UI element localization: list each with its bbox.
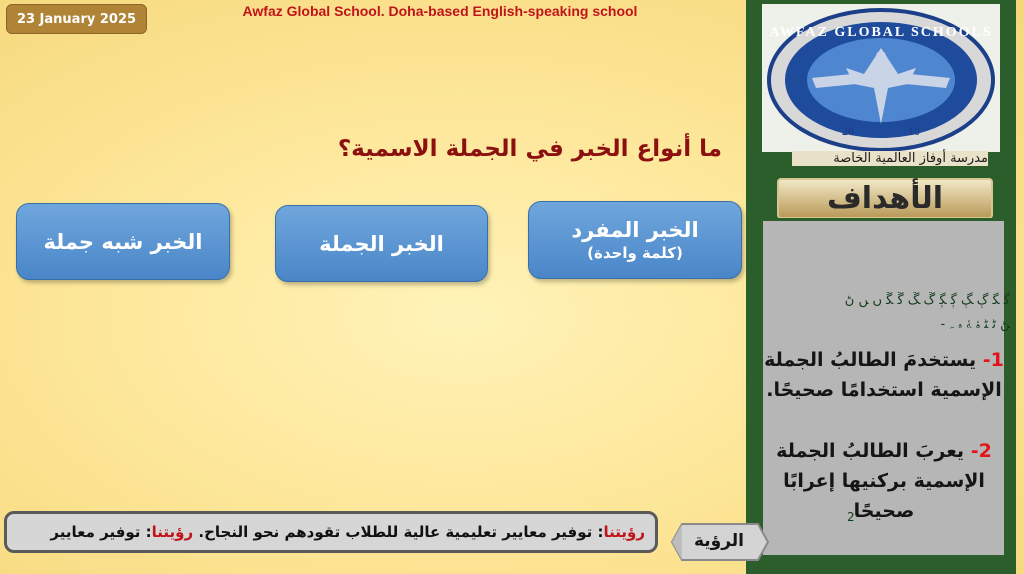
vision-text-repeat: : توفير معايير [50, 523, 152, 541]
school-name-arabic: مدرسة أوفاز العالمية الخاصة [792, 151, 988, 166]
vision-label: رؤيتنا [603, 523, 645, 541]
school-header: Awfaz Global School. Doha-based English-speaking school [242, 3, 638, 19]
garbled-line: ﮡ ﮢ ﮣ ﮤ ﮥ ﮦ ﮧ - [940, 317, 1010, 332]
goal-number: 2- [970, 440, 992, 462]
logo-ring-text: AWFAZ GLOBAL SCHOOLS [769, 25, 993, 40]
goal-item-1 [762, 345, 1006, 405]
goal-text: يعربَ الطالبُ الجملة الإسمية بركنيها إعرابًا صحيحًا [776, 440, 985, 522]
vision-label-repeat: رؤيتنا [151, 523, 194, 541]
page-number: 2 [847, 510, 855, 524]
vision-text: : توفير معايير تعليمية عالية للطلاب تقودهم نحو النجاح. [198, 523, 604, 541]
logo-year-left: 20 [842, 124, 854, 138]
date-badge: 23 January 2025 [6, 4, 147, 34]
goal-item-2 [762, 436, 1006, 526]
vision-ticker-text [50, 523, 645, 541]
goal-text: يستخدمَ الطالبُ الجملة الإسمية استخدامًا صحيحًا. [764, 349, 1002, 401]
vision-ticker [4, 511, 658, 553]
school-logo [762, 4, 1000, 152]
garbled-line: ﮔ ﮕ ﮖ ﮗ ﮘ ﮙ ﮚ ﮛ ﮜ ﮝ ﮞ ﮟ ﮠ [844, 293, 1010, 308]
goals-title: الأهداف [777, 178, 993, 219]
predicate-single-button[interactable] [528, 201, 742, 279]
predicate-sentence-button[interactable] [275, 205, 488, 282]
goals-garbled-text [770, 289, 1010, 337]
predicate-single-label: الخبر المفرد [571, 218, 699, 242]
vision-badge-label: الرؤية [693, 531, 745, 551]
logo-year-right: 10 [908, 124, 920, 138]
predicate-sentence-label: الخبر الجملة [319, 231, 444, 256]
question-title: ما أنواع الخبر في الجملة الاسمية؟ [337, 136, 722, 162]
predicate-single-sublabel: (كلمة واحدة) [587, 244, 683, 262]
predicate-semi-sentence-button[interactable] [16, 203, 230, 280]
goal-number: 1- [982, 349, 1004, 371]
predicate-semi-sentence-label: الخبر شبه جملة [43, 229, 203, 254]
